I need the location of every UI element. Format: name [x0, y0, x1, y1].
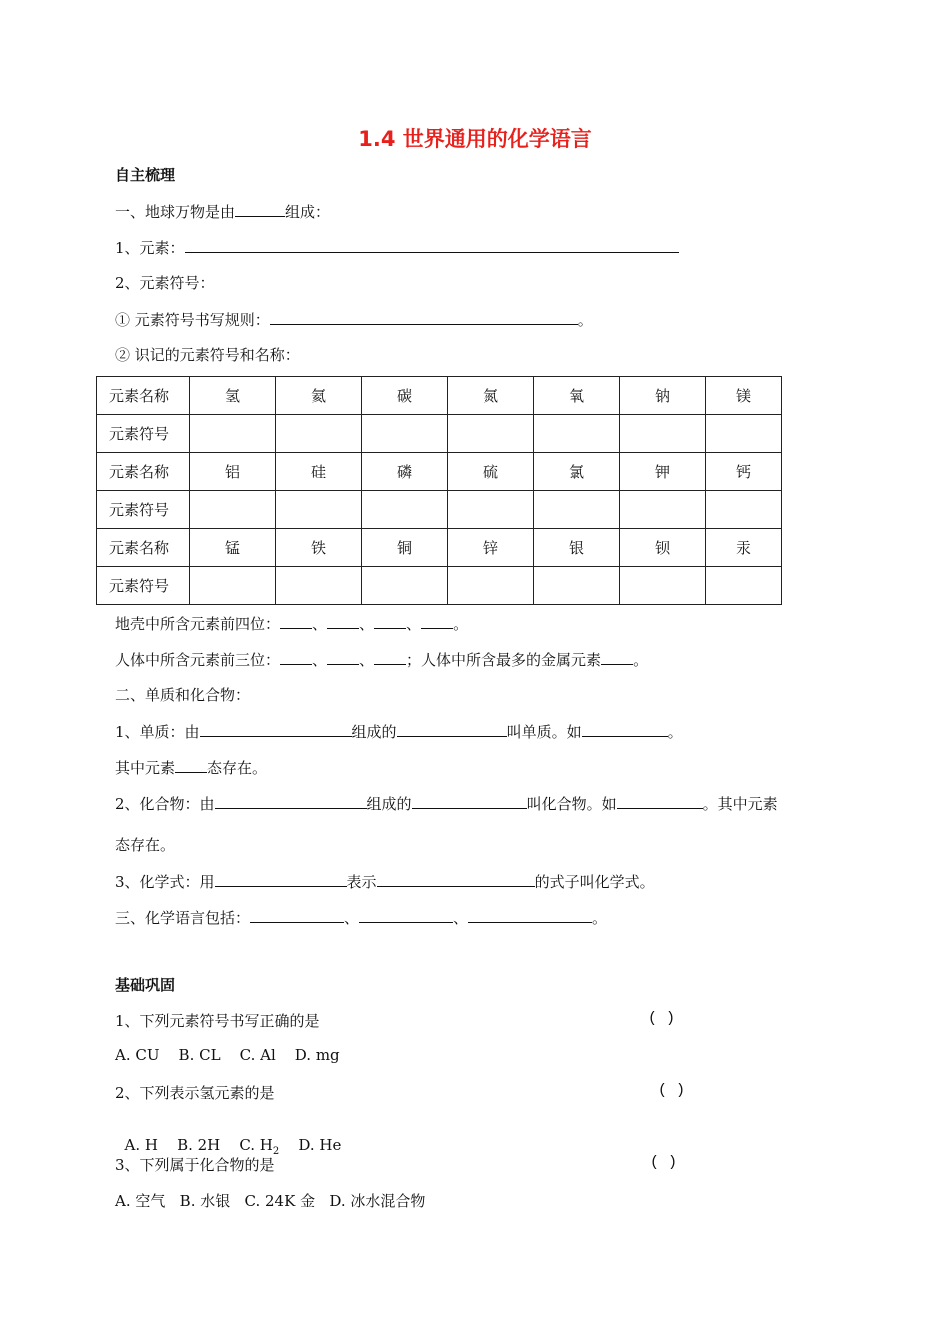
fill-blank[interactable]: [235, 200, 285, 217]
element-name: 硫: [448, 453, 534, 491]
text: 叫单质。如: [506, 723, 582, 741]
text: 组成：: [285, 203, 331, 221]
fill-blank[interactable]: [359, 906, 453, 923]
symbol-cell[interactable]: [620, 415, 706, 453]
fill-blank[interactable]: [377, 870, 535, 887]
element-name: 氮: [448, 377, 534, 415]
symbol-cell[interactable]: [534, 415, 620, 453]
element-name: 钠: [620, 377, 706, 415]
fill-blank[interactable]: [601, 648, 633, 665]
fill-blank[interactable]: [185, 236, 679, 253]
answer-paren[interactable]: ( ): [648, 1010, 676, 1027]
table-row-names: [97, 529, 782, 567]
text: 1、单质：由: [115, 723, 200, 741]
symbol-cell[interactable]: [276, 567, 362, 605]
text: 。: [453, 615, 469, 633]
text: 、: [359, 615, 375, 633]
table-row-symbols: [97, 491, 782, 529]
symbol-cell[interactable]: [362, 415, 448, 453]
element-name: 氯: [534, 453, 620, 491]
name-label: 元素名称: [97, 453, 190, 491]
fill-blank[interactable]: [280, 612, 312, 629]
text: ；人体中所含最多的金属元素: [406, 651, 602, 669]
symbol-cell[interactable]: [190, 415, 276, 453]
line-chemical-formula: [115, 870, 655, 892]
fill-blank[interactable]: [582, 720, 668, 737]
text: 三、化学语言包括：: [115, 909, 251, 927]
symbol-cell[interactable]: [706, 567, 782, 605]
text: 3、化学式：用: [115, 873, 215, 891]
question-3: 3、下列属于化合物的是: [115, 1156, 275, 1174]
symbol-cell[interactable]: [620, 567, 706, 605]
text: 其中元素: [115, 759, 176, 777]
symbol-cell[interactable]: [448, 567, 534, 605]
fill-blank[interactable]: [175, 756, 207, 773]
text: 。: [577, 311, 593, 329]
element-name: 镁: [706, 377, 782, 415]
symbol-label: 元素符号: [97, 491, 190, 529]
answer-paren[interactable]: ( ): [650, 1154, 678, 1171]
line-elementary-state: [115, 756, 267, 778]
page-title: 1.4 世界通用的化学语言: [358, 127, 592, 151]
text: 1、元素：: [115, 239, 185, 257]
text: 组成的: [366, 795, 412, 813]
text: 、: [406, 615, 422, 633]
line-earth-matter: [115, 200, 330, 222]
symbol-cell[interactable]: [706, 415, 782, 453]
fill-blank[interactable]: [250, 906, 344, 923]
text: 。: [592, 909, 608, 927]
table-row-names: [97, 453, 782, 491]
name-label: 元素名称: [97, 529, 190, 567]
element-name: 铝: [190, 453, 276, 491]
element-name: 汞: [706, 529, 782, 567]
line-symbol-rules: [115, 308, 593, 330]
fill-blank[interactable]: [412, 792, 527, 809]
symbol-cell[interactable]: [448, 491, 534, 529]
table-row-symbols: [97, 567, 782, 605]
element-name: 钾: [620, 453, 706, 491]
element-table: [96, 376, 782, 605]
line-crust-elements: [115, 612, 468, 634]
line-compound-state: 态存在。: [115, 836, 176, 854]
text: 。: [633, 651, 649, 669]
fill-blank[interactable]: [280, 648, 312, 665]
line-elementary-substance: [115, 720, 683, 742]
answer-paren[interactable]: ( ): [658, 1082, 686, 1099]
text: 人体中所含元素前三位：: [115, 651, 281, 669]
symbol-cell[interactable]: [276, 491, 362, 529]
line-element-definition: [115, 236, 679, 258]
text: 、: [344, 909, 360, 927]
text: ① 元素符号书写规则：: [115, 311, 270, 329]
symbol-label: 元素符号: [97, 415, 190, 453]
text: 、: [312, 651, 328, 669]
line-compound: [115, 792, 778, 814]
symbol-cell[interactable]: [362, 491, 448, 529]
text: 2、化合物：由: [115, 795, 215, 813]
fill-blank[interactable]: [215, 870, 347, 887]
element-name: 铁: [276, 529, 362, 567]
symbol-cell[interactable]: [448, 415, 534, 453]
symbol-cell[interactable]: [706, 491, 782, 529]
line-memorize-symbols: ② 识记的元素符号和名称：: [115, 346, 300, 364]
question-1-options: A. CU B. CL C. Al D. mg: [115, 1046, 340, 1064]
section-heading-self-review: 自主梳理: [115, 166, 176, 184]
symbol-cell[interactable]: [276, 415, 362, 453]
element-name: 钙: [706, 453, 782, 491]
fill-blank[interactable]: [374, 612, 406, 629]
symbol-cell[interactable]: [190, 491, 276, 529]
text: 、: [312, 615, 328, 633]
symbol-cell[interactable]: [190, 567, 276, 605]
text: 态存在。: [207, 759, 268, 777]
element-name: 磷: [362, 453, 448, 491]
text: D. He: [279, 1136, 342, 1154]
element-name: 氦: [276, 377, 362, 415]
text: 、: [359, 651, 375, 669]
section-heading-substances: 二、单质和化合物：: [115, 686, 251, 704]
text: 叫化合物。如: [526, 795, 617, 813]
text: 表示: [346, 873, 377, 891]
symbol-cell[interactable]: [534, 567, 620, 605]
text: A. H B. 2H C. H: [124, 1136, 273, 1154]
symbol-cell[interactable]: [534, 491, 620, 529]
subscript: 2: [272, 1146, 280, 1157]
question-2-options: [115, 1118, 341, 1157]
line-chemical-language: [115, 906, 607, 928]
element-name: 锌: [448, 529, 534, 567]
fill-blank[interactable]: [327, 612, 359, 629]
fill-blank[interactable]: [397, 720, 507, 737]
line-element-symbol: 2、元素符号：: [115, 274, 215, 292]
element-name: 碳: [362, 377, 448, 415]
fill-blank[interactable]: [421, 612, 453, 629]
question-3-options: A. 空气 B. 水银 C. 24K 金 D. 冰水混合物: [115, 1192, 426, 1210]
table-row-symbols: [97, 415, 782, 453]
table-row-names: [97, 377, 782, 415]
fill-blank[interactable]: [374, 648, 406, 665]
fill-blank[interactable]: [327, 648, 359, 665]
element-name: 硅: [276, 453, 362, 491]
element-name: 氢: [190, 377, 276, 415]
element-name: 氧: [534, 377, 620, 415]
section-heading-basic-practice: 基础巩固: [115, 976, 176, 994]
text: 、: [453, 909, 469, 927]
element-name: 铜: [362, 529, 448, 567]
question-1: 1、下列元素符号书写正确的是: [115, 1012, 320, 1030]
element-name: 锰: [190, 529, 276, 567]
line-body-elements: [115, 648, 648, 670]
symbol-cell[interactable]: [620, 491, 706, 529]
fill-blank[interactable]: [468, 906, 592, 923]
question-2: 2、下列表示氢元素的是: [115, 1084, 275, 1102]
fill-blank[interactable]: [215, 792, 367, 809]
text: 一、地球万物是由: [115, 203, 236, 221]
fill-blank[interactable]: [617, 792, 703, 809]
name-label: 元素名称: [97, 377, 190, 415]
text: 。: [667, 723, 683, 741]
text: 组成的: [351, 723, 397, 741]
element-name: 钡: [620, 529, 706, 567]
text: 的式子叫化学式。: [534, 873, 655, 891]
symbol-cell[interactable]: [362, 567, 448, 605]
fill-blank[interactable]: [270, 308, 578, 325]
symbol-label: 元素符号: [97, 567, 190, 605]
text: 。其中元素: [702, 795, 778, 813]
text: 地壳中所含元素前四位：: [115, 615, 281, 633]
element-name: 银: [534, 529, 620, 567]
fill-blank[interactable]: [200, 720, 352, 737]
